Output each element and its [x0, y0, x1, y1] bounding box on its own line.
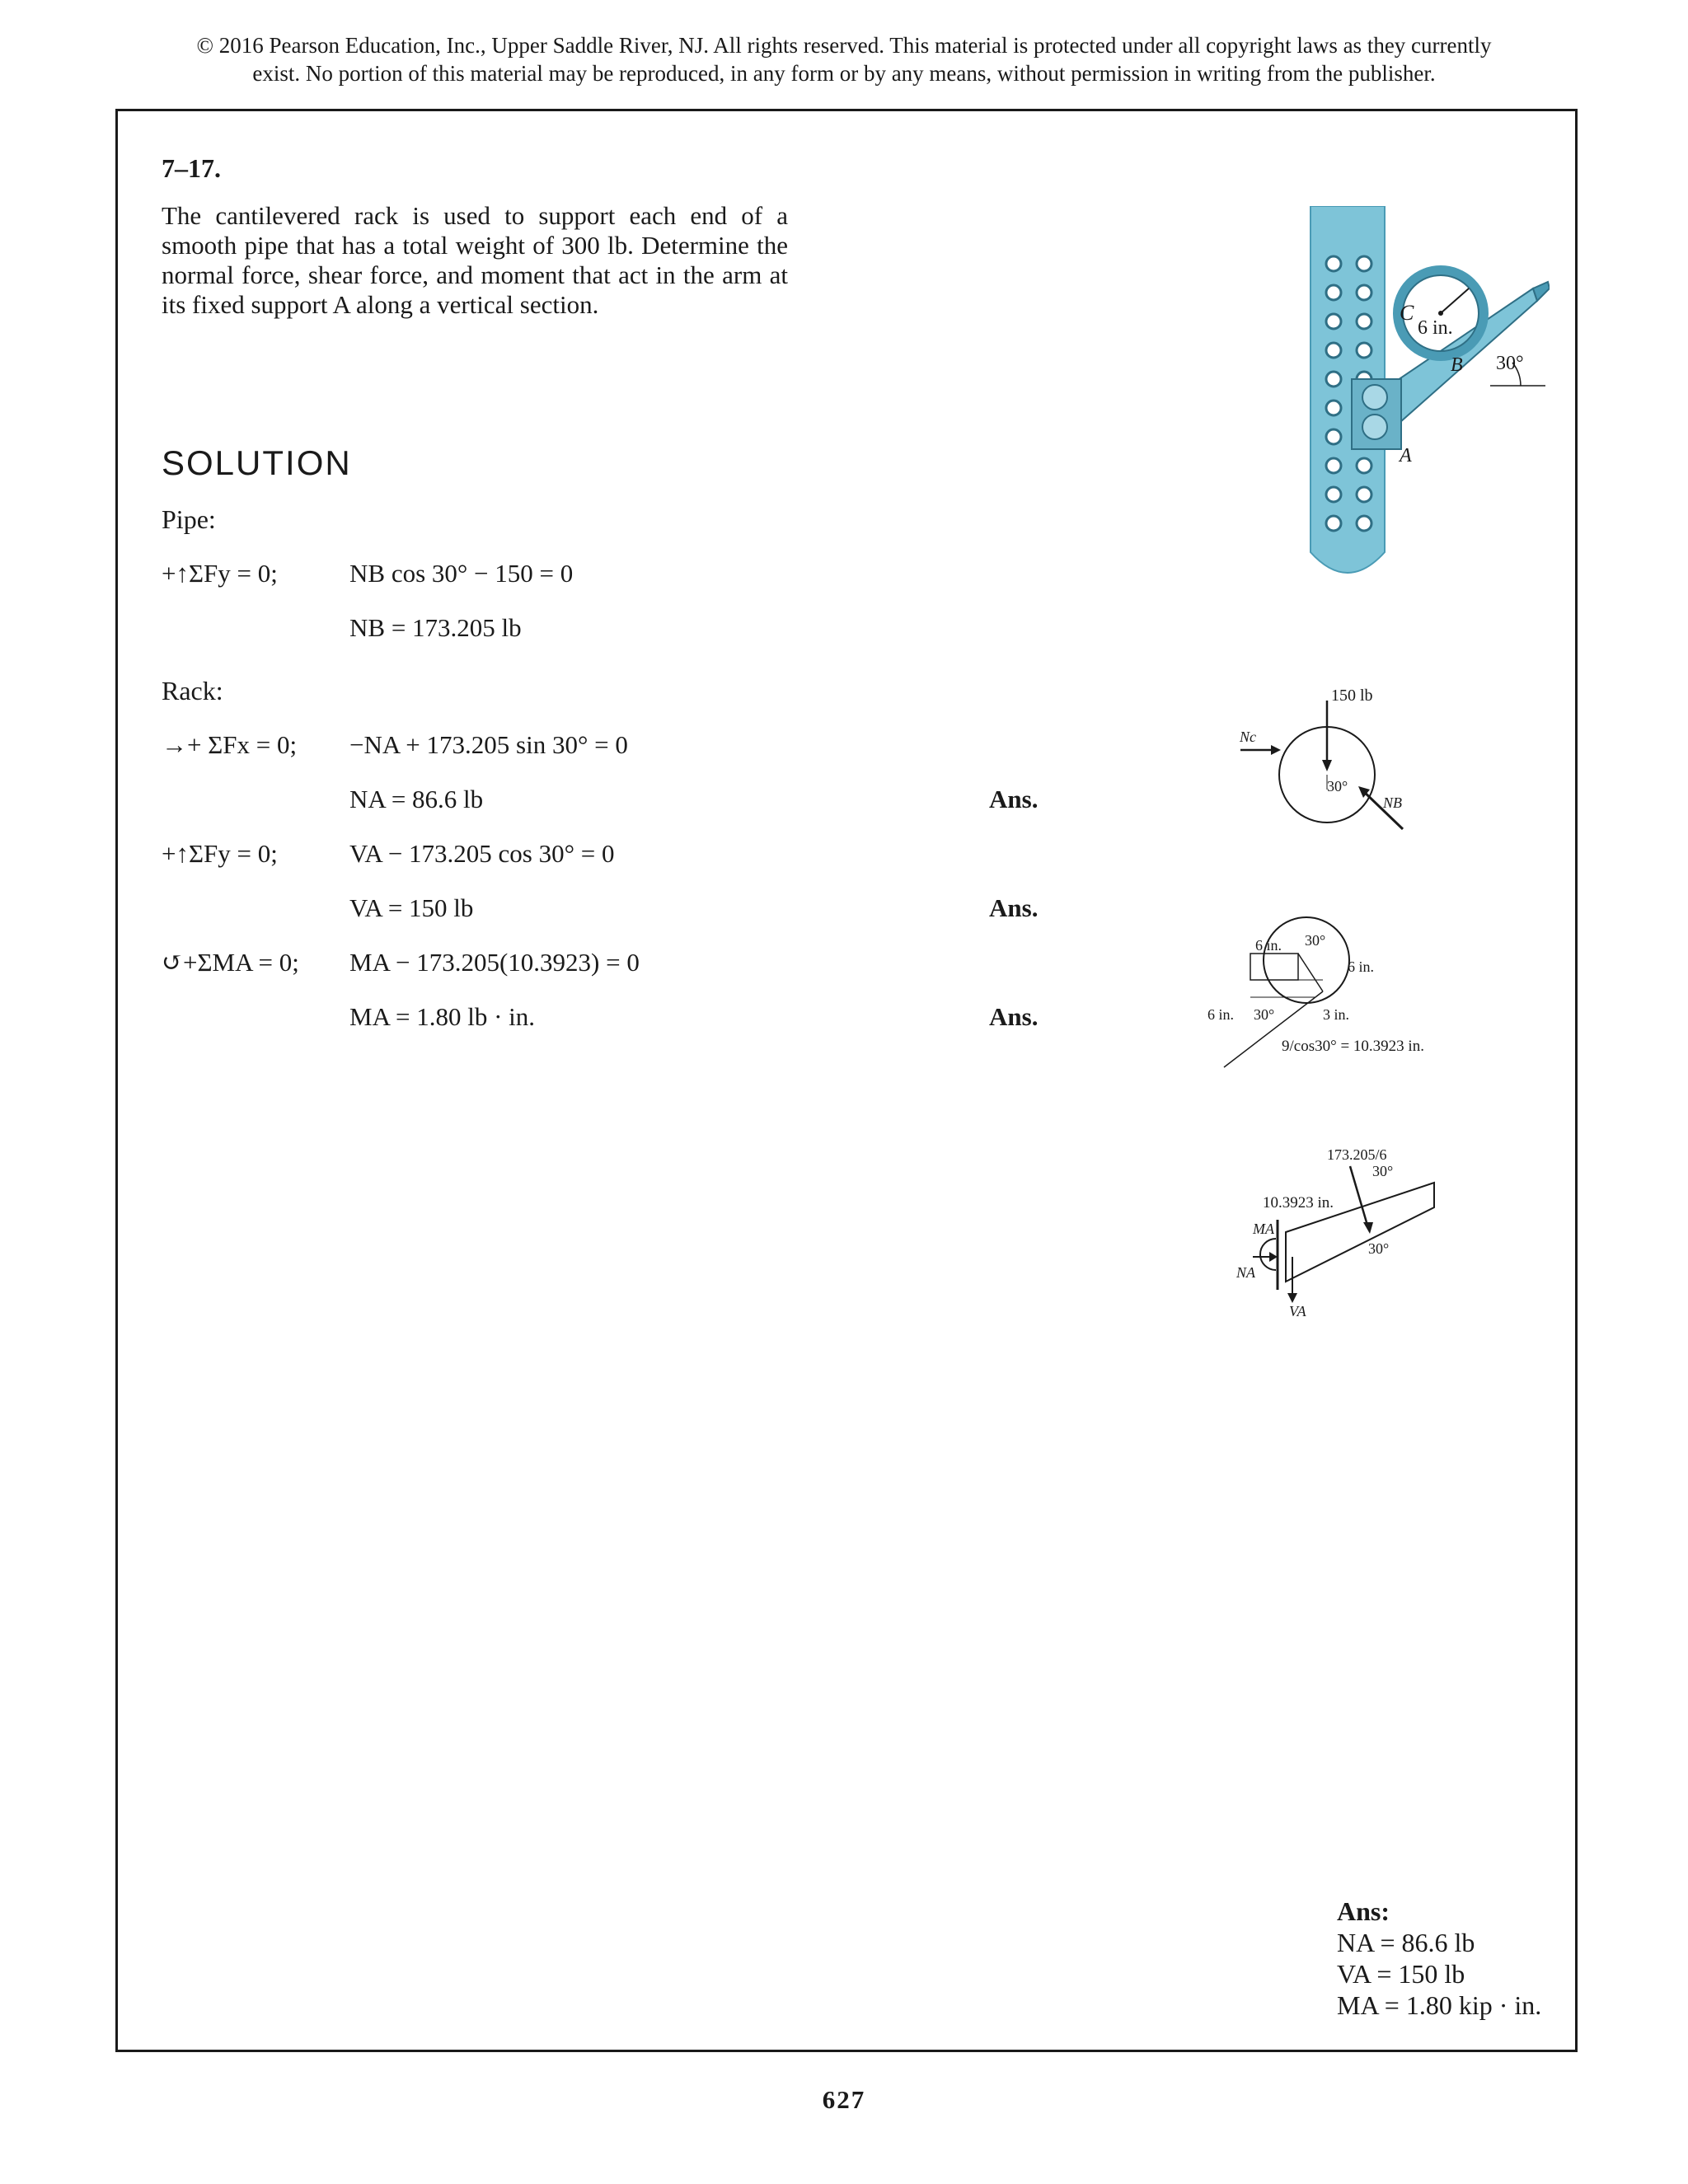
- copyright-notice: [107, 31, 1581, 87]
- rack-label-6in: 6 in.: [1418, 317, 1453, 339]
- arm-fbd-force: 173.205/6: [1327, 1146, 1387, 1163]
- copyright-line-1: © 2016 Pearson Education, Inc., Upper Saddle River, NJ. All rights reserved. This material is protected under all copyright laws as they currently: [196, 33, 1492, 58]
- pipe-fbd-nb: NB: [1383, 794, 1403, 811]
- pipe-fbd-nc: Nc: [1240, 729, 1256, 745]
- problem-statement: The cantilevered rack is used to support each end of a smooth pipe that has a total weight of 300 lb. Determine the normal force, shear force, and moment that act in the arm at its fixed support A along a vertical section.: [162, 201, 788, 319]
- arm-fbd-na: NA: [1236, 1264, 1256, 1281]
- solution-heading: SOLUTION: [162, 443, 352, 482]
- eq2-rhs: −NA + 173.205 sin 30° = 0: [349, 730, 628, 759]
- geo-thirty-top: 30°: [1305, 932, 1326, 949]
- final-answer-box: [1337, 1896, 1541, 2021]
- arm-fbd-thirty1: 30°: [1372, 1163, 1394, 1179]
- eq1-result: NB = 173.205 lb: [349, 613, 522, 642]
- eq4-result: MA = 1.80 lb · in.: [349, 1002, 536, 1031]
- geo-three: 3 in.: [1323, 1006, 1350, 1023]
- rack-label-a: A: [1400, 445, 1412, 466]
- pipe-fbd-weight: 150 lb: [1331, 687, 1373, 705]
- geo-thirty-left: 30°: [1254, 1006, 1275, 1023]
- eq4-rhs: MA − 173.205(10.3923) = 0: [349, 948, 640, 977]
- arm-fbd-va: VA: [1289, 1303, 1306, 1319]
- eq3-rhs: VA − 173.205 cos 30° = 0: [349, 839, 615, 868]
- copyright-line-2: exist. No portion of this material may be reproduced, in any form or by any means, without permission in writing from the publisher.: [252, 61, 1436, 86]
- eq2-ans-label: Ans.: [989, 785, 1039, 813]
- rack-label: Rack:: [162, 676, 223, 705]
- geometry-diagram: [1207, 902, 1455, 1076]
- page-number: 627: [822, 2085, 866, 2114]
- final-answer-title: Ans:: [1337, 1896, 1390, 1926]
- geo-six-right: 6 in.: [1348, 958, 1375, 975]
- eq1-lhs: +↑ΣFy = 0;: [162, 559, 278, 588]
- eq2-lhs: →+ ΣFx = 0;: [162, 730, 298, 759]
- problem-number: 7–17.: [162, 153, 221, 183]
- arm-fbd-ma: MA: [1253, 1221, 1274, 1237]
- geo-formula: 9/cos30° = 10.3923 in.: [1282, 1038, 1424, 1055]
- rack-label-b: B: [1451, 354, 1463, 376]
- arm-fbd: [1228, 1141, 1475, 1331]
- eq3-ans-label: Ans.: [989, 893, 1039, 922]
- rack-label-c: C: [1400, 301, 1414, 325]
- eq4-ans-label: Ans.: [989, 1002, 1039, 1031]
- final-answer-ma: MA = 1.80 kip · in.: [1337, 1990, 1542, 2020]
- eq2-result: NA = 86.6 lb: [349, 785, 484, 813]
- eq3-lhs: +↑ΣFy = 0;: [162, 839, 278, 868]
- eq4-lhs: ↺+ΣMA = 0;: [162, 948, 299, 977]
- pipe-fbd-angle: 30°: [1327, 778, 1348, 794]
- eq3-result: VA = 150 lb: [349, 893, 474, 922]
- geo-six-top: 6 in.: [1255, 937, 1282, 954]
- arm-fbd-dist: 10.3923 in.: [1263, 1194, 1334, 1212]
- pipe-fbd: [1228, 684, 1442, 849]
- arm-fbd-thirty2: 30°: [1368, 1240, 1390, 1257]
- pipe-label: Pipe:: [162, 504, 216, 534]
- rack-label-30: 30°: [1496, 353, 1524, 374]
- eq1-rhs: NB cos 30° − 150 = 0: [349, 559, 574, 588]
- final-answer-na: NA = 86.6 lb: [1337, 1928, 1475, 1957]
- final-answer-va: VA = 150 lb: [1337, 1959, 1465, 1989]
- geo-six-left: 6 in.: [1207, 1006, 1235, 1023]
- rack-figure: [1286, 206, 1550, 593]
